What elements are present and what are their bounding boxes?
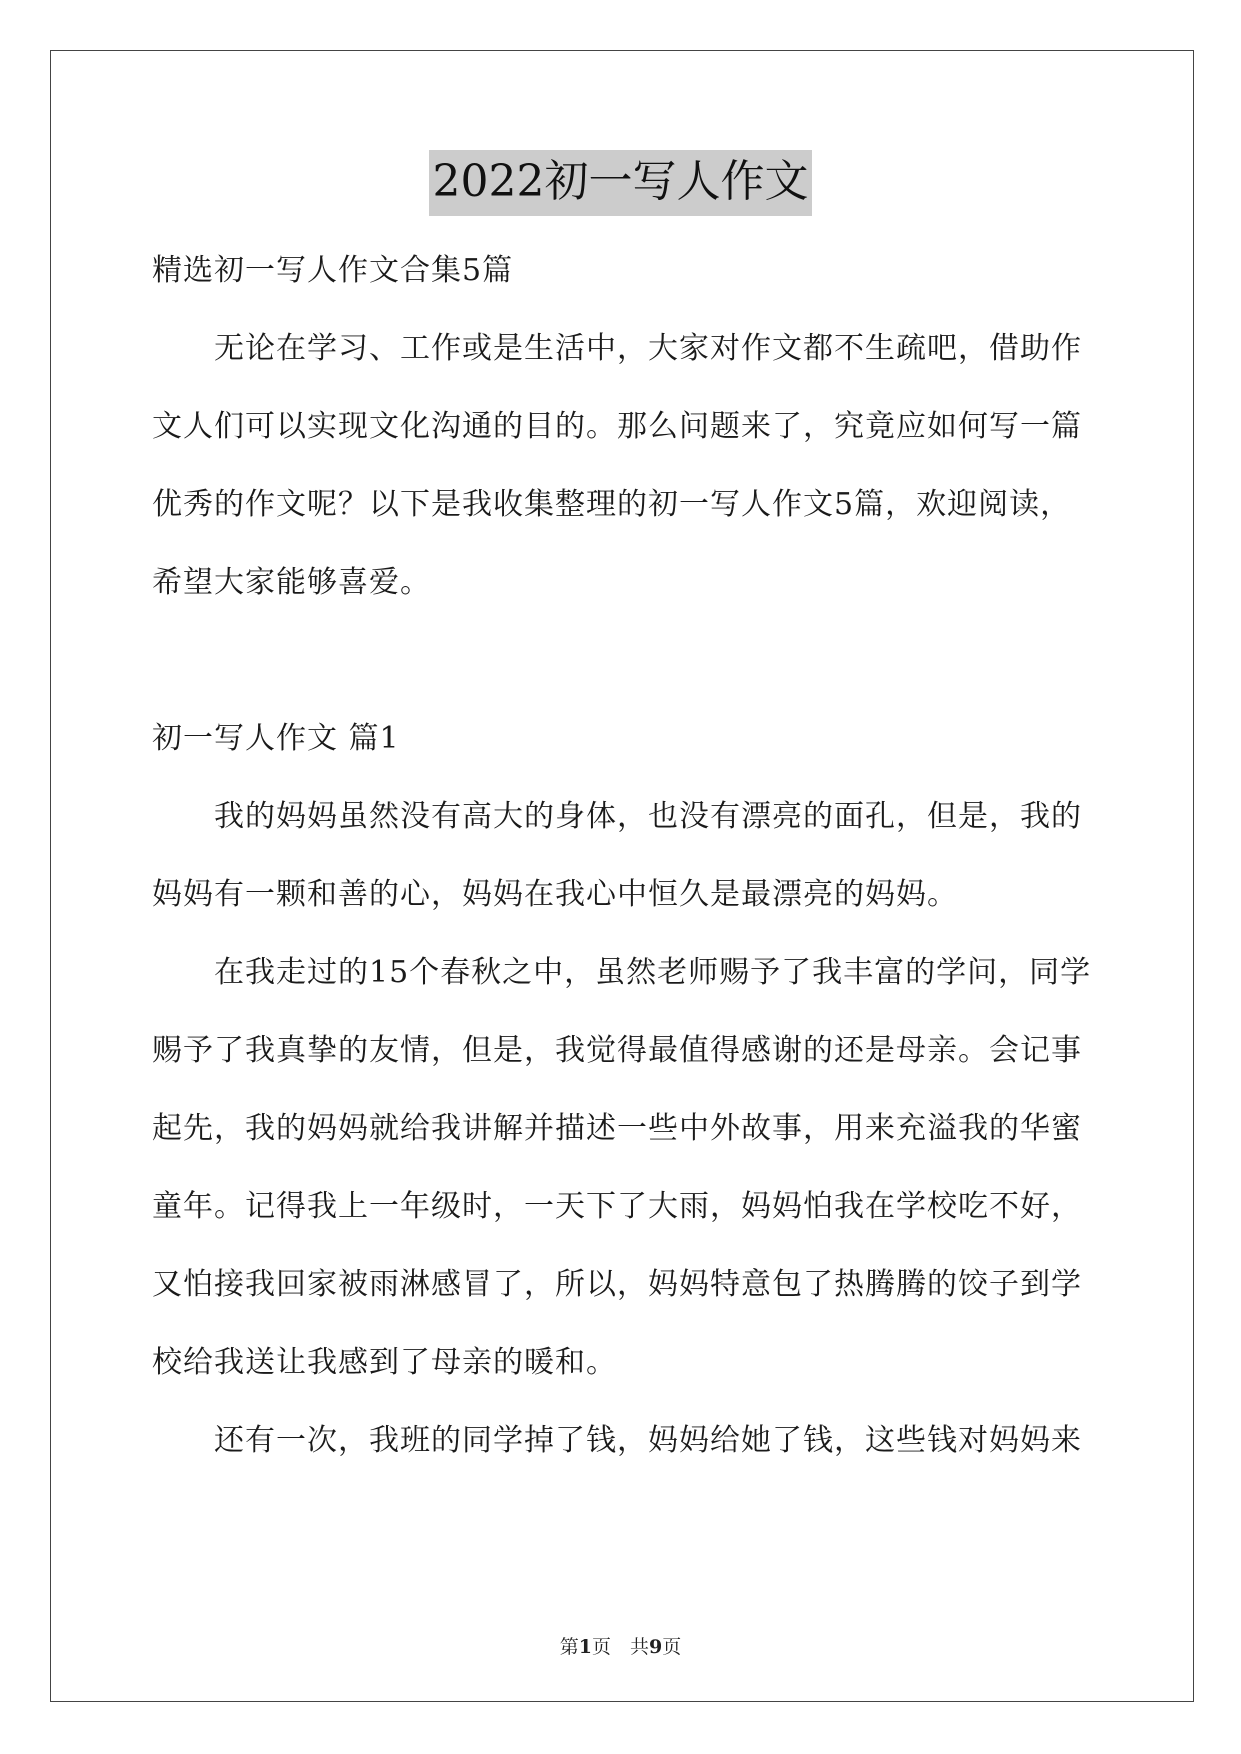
page-footer (0, 1632, 1241, 1659)
intro-line: 优秀的作文呢？以下是我收集整理的初一写人作文5篇，欢迎阅读， (152, 487, 1072, 522)
paragraph-line: 赐予了我真挚的友情，但是，我觉得最值得感谢的还是母亲。会记事 (152, 1033, 1082, 1068)
footer-suffix: 页 (662, 1636, 682, 1658)
document-title-wrap (0, 150, 1241, 216)
total-page-number: 9 (649, 1636, 663, 1658)
paragraph-line: 妈妈有一颗和善的心，妈妈在我心中恒久是最漂亮的妈妈。 (152, 877, 958, 912)
paragraph-line: 还有一次，我班的同学掉了钱，妈妈给她了钱，这些钱对妈妈来 (214, 1423, 1082, 1458)
document-title: 2022初一写人作文 (429, 150, 813, 216)
subtitle: 精选初一写人作文合集5篇 (152, 253, 514, 288)
paragraph-line: 我的妈妈虽然没有高大的身体，也没有漂亮的面孔，但是，我的 (214, 799, 1082, 834)
spacer (152, 622, 1092, 700)
paragraph-line: 校给我送让我感到了母亲的暖和。 (152, 1345, 617, 1380)
paragraph-line: 童年。记得我上一年级时，一天下了大雨，妈妈怕我在学校吃不好， (152, 1189, 1082, 1224)
current-page-number: 1 (578, 1636, 592, 1658)
footer-prefix: 第 (559, 1636, 579, 1658)
intro-line: 文人们可以实现文化沟通的目的。那么问题来了，究竟应如何写一篇 (152, 409, 1082, 444)
document-body (152, 232, 1092, 1480)
paragraph-line: 起先，我的妈妈就给我讲解并描述一些中外故事，用来充溢我的华蜜 (152, 1111, 1082, 1146)
section-heading: 初一写人作文 篇1 (152, 721, 400, 756)
intro-line: 无论在学习、工作或是生活中，大家对作文都不生疏吧，借助作 (214, 331, 1082, 366)
paragraph-line: 又怕接我回家被雨淋感冒了，所以，妈妈特意包了热腾腾的饺子到学 (152, 1267, 1082, 1302)
intro-line: 希望大家能够喜爱。 (152, 565, 431, 600)
footer-mid: 页 共 (591, 1636, 649, 1658)
paragraph-line: 在我走过的15个春秋之中，虽然老师赐予了我丰富的学问，同学 (214, 955, 1092, 990)
